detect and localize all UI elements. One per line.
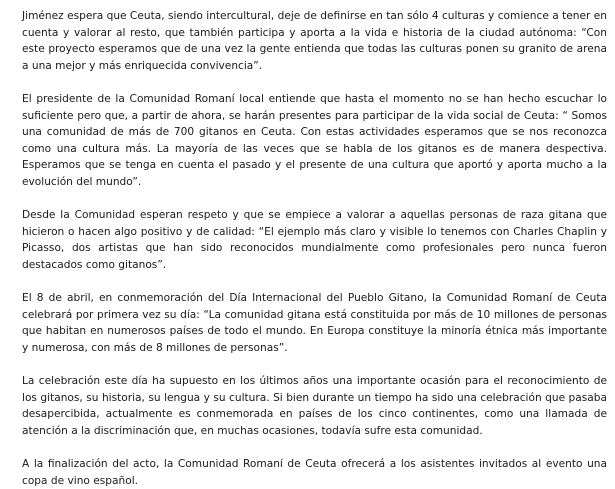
article-paragraph: El presidente de la Comunidad Romaní local entiende que hasta el momento no se han hecho escuchar lo suficiente pero que, a partir de ahora, se harán presentes para participar de la vida social de Ceuta: “ Somos una comunidad de más de 700 gitanos en Ceuta. Con estas actividades esperamos que se nos reconozca como una cultura más. La mayoría de las veces que se habla de los gitanos es de manera despectiva. Esperamos que se tenga en cuenta el pasado y el presente de una cultura que aportó y aporta mucho a la evolución del mundo”.	[22, 92, 607, 188]
article-paragraph: Desde la Comunidad esperan respeto y que se empiece a valorar a aquellas personas de raza gitana que hicieron o hacen algo positivo y de calidad: “El ejemplo más claro y visible lo tenemos con Charles Chaplin y Picasso, dos artistas que han sido reconocidos mundialmente como profesionales pero nunca fueron destacados como gitanos”.	[22, 209, 607, 271]
article-paragraph: La celebración este día ha supuesto en los últimos años una importante ocasión para el reconocimiento de los gitanos, su historia, su lengua y su cultura. Si bien durante un tiempo ha sido una celebración que pasaba desapercibida, actualmente es conmemorada en países de los cinco continentes, como una llamada de atención a la discriminación que, en muchas ocasiones, todavía sufre esta comunidad.	[22, 375, 607, 437]
article-paragraph: El 8 de abril, en conmemoración del Día Internacional del Pueblo Gitano, la Comunidad Romaní de Ceuta celebrará por primera vez su día: “La comunidad gitana está constituida por más de 10 millones de personas que habitan en numerosos países de todo el mundo. En Europa constituye la minoría étnica más importante y numerosa, con más de 8 millones de personas”.	[22, 292, 607, 354]
article-paragraph: A la finalización del acto, la Comunidad Romaní de Ceuta ofrecerá a los asistentes invitados al evento una copa de vino español.	[22, 458, 607, 487]
article-paragraph: Jiménez espera que Ceuta, siendo intercultural, deje de definirse en tan sólo 4 culturas y comience a tener en cuenta y valorar al resto, que también participa y aporta a la vida e historia de la ciudad autónoma: “Con este proyecto esperamos que de una vez la gente entienda que todas las culturas ponen su granito de arena a una mejor y más enriquecida convivencia”.	[22, 10, 607, 72]
